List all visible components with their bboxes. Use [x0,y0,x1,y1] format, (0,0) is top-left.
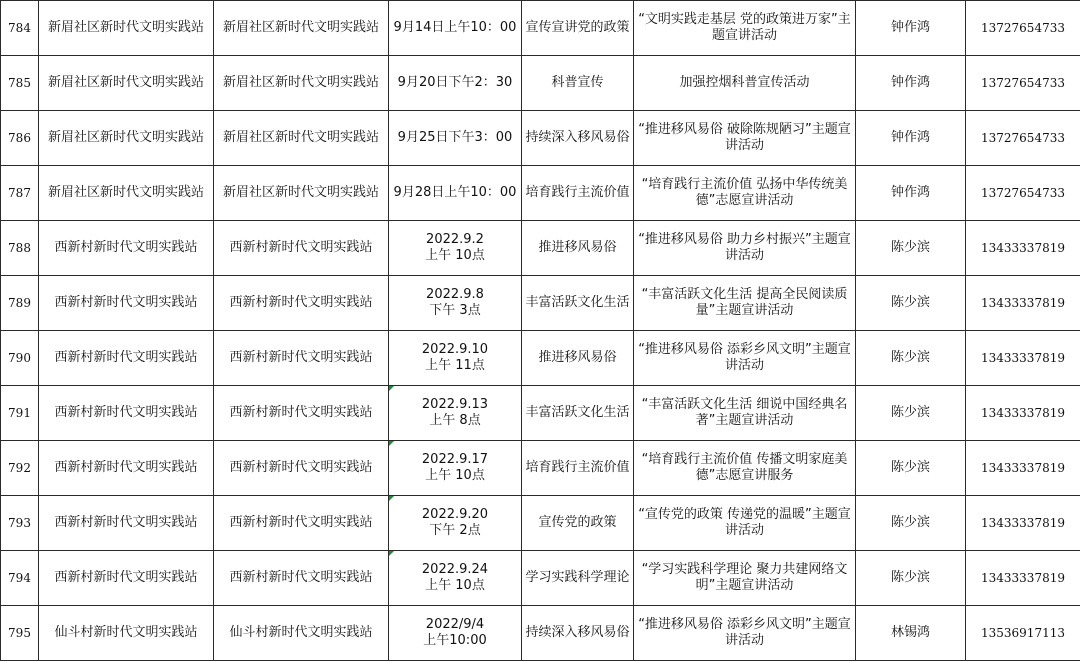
topic-cell: 培育践行主流价值 [522,166,634,221]
activity-cell-line: “文明实践走基层 党的政策进万家”主 [637,12,852,28]
table-row [1,551,1080,606]
organizer-cell: 西新村新时代文明实践站 [214,221,389,276]
time-cell-line: 上午 11点 [392,358,518,374]
activity-cell-line: “推进移风易俗 添彩乡风文明”主题宣 [637,342,852,358]
table-row [1,56,1080,111]
time-cell-line: 2022.9.8 [392,287,518,303]
activity-cell-line: 德”志愿宣讲服务 [637,468,852,484]
time-cell-line: 2022.9.24 [392,562,518,578]
time-cell-line: 上午 10点 [392,578,518,594]
time-cell-line: 2022.9.10 [392,342,518,358]
table-row [1,111,1080,166]
time-cell [389,276,522,331]
contact-cell: 陈少滨 [856,221,966,276]
phone-cell: 13536917113 [966,606,1080,661]
activity-cell [634,551,856,606]
time-cell [389,56,522,111]
topic-cell: 持续深入移风易俗 [522,111,634,166]
activity-cell [634,496,856,551]
activity-cell-line: “宣传党的政策 传递党的温暖”主题宣 [637,507,852,523]
contact-cell: 钟作鸿 [856,166,966,221]
activity-cell-line: “推进移风易俗 破除陈规陋习”主题宣 [637,122,852,138]
contact-cell: 陈少滨 [856,551,966,606]
table-row [1,606,1080,661]
activity-cell-line: 明”主题宣讲活动 [637,578,852,594]
row-number-cell: 788 [1,221,39,276]
activity-cell-line: 讲活动 [637,523,852,539]
time-cell-line: 2022.9.17 [392,452,518,468]
time-cell-line: 上午10:00 [392,633,518,649]
activity-cell-line: 讲活动 [637,248,852,264]
activity-cell-line: “丰富活跃文化生活 细说中国经典名 [637,397,852,413]
phone-cell: 13433337819 [966,551,1080,606]
row-number-cell: 784 [1,1,39,56]
time-cell-line: 9月14日上午10：00 [392,20,518,36]
table-row [1,331,1080,386]
row-number-cell: 789 [1,276,39,331]
activity-cell-line: “培育践行主流价值 传播文明家庭美 [637,452,852,468]
organizer-cell: 西新村新时代文明实践站 [214,551,389,606]
contact-cell: 陈少滨 [856,331,966,386]
table-row [1,166,1080,221]
contact-cell: 陈少滨 [856,386,966,441]
organizer-cell: 新眉社区新时代文明实践站 [214,111,389,166]
topic-cell: 推进移风易俗 [522,331,634,386]
contact-cell: 陈少滨 [856,496,966,551]
organizer-cell: 西新村新时代文明实践站 [214,331,389,386]
phone-cell: 13727654733 [966,166,1080,221]
topic-cell: 推进移风易俗 [522,221,634,276]
row-number-cell: 791 [1,386,39,441]
phone-cell: 13433337819 [966,221,1080,276]
time-cell [389,166,522,221]
row-number-cell: 793 [1,496,39,551]
activity-cell [634,166,856,221]
activity-cell [634,331,856,386]
time-cell-line: 上午 10点 [392,468,518,484]
phone-cell: 13433337819 [966,496,1080,551]
activity-cell-line: 讲活动 [637,358,852,374]
organizer-cell: 西新村新时代文明实践站 [214,386,389,441]
activity-cell-line: “丰富活跃文化生活 提高全民阅读质 [637,287,852,303]
table-row [1,441,1080,496]
time-cell-line: 下午 2点 [392,523,518,539]
time-cell-line: 上午 8点 [392,413,518,429]
contact-cell: 陈少滨 [856,276,966,331]
activity-cell-line: 著”主题宣讲活动 [637,413,852,429]
station-cell: 新眉社区新时代文明实践站 [39,1,214,56]
time-cell [389,496,522,551]
contact-cell: 钟作鸿 [856,1,966,56]
topic-cell: 丰富活跃文化生活 [522,276,634,331]
table-row [1,276,1080,331]
station-cell: 新眉社区新时代文明实践站 [39,166,214,221]
organizer-cell: 新眉社区新时代文明实践站 [214,56,389,111]
activity-cell-line: 加强控烟科普宣传活动 [637,75,852,91]
organizer-cell: 新眉社区新时代文明实践站 [214,166,389,221]
organizer-cell: 西新村新时代文明实践站 [214,276,389,331]
activity-cell-line: “学习实践科学理论 聚力共建网络文 [637,562,852,578]
row-number-cell: 786 [1,111,39,166]
time-cell-line: 2022/9/4 [392,617,518,633]
time-cell [389,111,522,166]
row-number-cell: 794 [1,551,39,606]
time-cell [389,441,522,496]
table-row [1,221,1080,276]
activity-cell [634,111,856,166]
activity-cell-line: 题宣讲活动 [637,28,852,44]
activity-cell-line: 讲活动 [637,633,852,649]
topic-cell: 学习实践科学理论 [522,551,634,606]
phone-cell: 13433337819 [966,386,1080,441]
phone-cell: 13727654733 [966,56,1080,111]
topic-cell: 科普宣传 [522,56,634,111]
time-cell-line: 下午 3点 [392,303,518,319]
time-cell-line: 9月25日下午3：00 [392,130,518,146]
activity-cell [634,56,856,111]
station-cell: 西新村新时代文明实践站 [39,386,214,441]
contact-cell: 钟作鸿 [856,56,966,111]
table-row [1,1,1080,56]
time-cell-line: 2022.9.2 [392,232,518,248]
row-number-cell: 790 [1,331,39,386]
time-cell [389,386,522,441]
time-cell-line: 9月20日下午2：30 [392,75,518,91]
time-cell [389,551,522,606]
time-cell-line: 2022.9.20 [392,507,518,523]
topic-cell: 宣传宣讲党的政策 [522,1,634,56]
activity-cell-line: 讲活动 [637,138,852,154]
row-number-cell: 792 [1,441,39,496]
contact-cell: 陈少滨 [856,441,966,496]
activity-cell [634,606,856,661]
row-number-cell: 785 [1,56,39,111]
activity-cell [634,221,856,276]
phone-cell: 13433337819 [966,441,1080,496]
station-cell: 西新村新时代文明实践站 [39,221,214,276]
table-row [1,386,1080,441]
activity-cell-line: “推进移风易俗 助力乡村振兴”主题宣 [637,232,852,248]
station-cell: 西新村新时代文明实践站 [39,331,214,386]
station-cell: 仙斗村新时代文明实践站 [39,606,214,661]
contact-cell: 钟作鸿 [856,111,966,166]
phone-cell: 13433337819 [966,276,1080,331]
activity-cell-line: “推进移风易俗 添彩乡风文明”主题宣 [637,617,852,633]
phone-cell: 13433337819 [966,331,1080,386]
time-cell-line: 9月28日上午10：00 [392,185,518,201]
station-cell: 西新村新时代文明实践站 [39,276,214,331]
station-cell: 西新村新时代文明实践站 [39,551,214,606]
organizer-cell: 新眉社区新时代文明实践站 [214,1,389,56]
activity-cell [634,276,856,331]
activity-cell [634,441,856,496]
phone-cell: 13727654733 [966,1,1080,56]
activity-cell-line: “培育践行主流价值 弘扬中华传统美 [637,177,852,193]
organizer-cell: 西新村新时代文明实践站 [214,441,389,496]
topic-cell: 培育践行主流价值 [522,441,634,496]
topic-cell: 丰富活跃文化生活 [522,386,634,441]
activity-cell [634,1,856,56]
time-cell [389,606,522,661]
organizer-cell: 西新村新时代文明实践站 [214,496,389,551]
time-cell [389,221,522,276]
topic-cell: 宣传党的政策 [522,496,634,551]
time-cell-line: 上午 10点 [392,248,518,264]
row-number-cell: 787 [1,166,39,221]
contact-cell: 林锡鸿 [856,606,966,661]
station-cell: 西新村新时代文明实践站 [39,441,214,496]
time-cell [389,331,522,386]
station-cell: 新眉社区新时代文明实践站 [39,111,214,166]
table-row [1,496,1080,551]
row-number-cell: 795 [1,606,39,661]
activity-cell [634,386,856,441]
time-cell-line: 2022.9.13 [392,397,518,413]
activity-cell-line: 量”主题宣讲活动 [637,303,852,319]
phone-cell: 13727654733 [966,111,1080,166]
station-cell: 西新村新时代文明实践站 [39,496,214,551]
station-cell: 新眉社区新时代文明实践站 [39,56,214,111]
topic-cell: 持续深入移风易俗 [522,606,634,661]
time-cell [389,1,522,56]
activity-cell-line: 德”志愿宣讲活动 [637,193,852,209]
organizer-cell: 仙斗村新时代文明实践站 [214,606,389,661]
